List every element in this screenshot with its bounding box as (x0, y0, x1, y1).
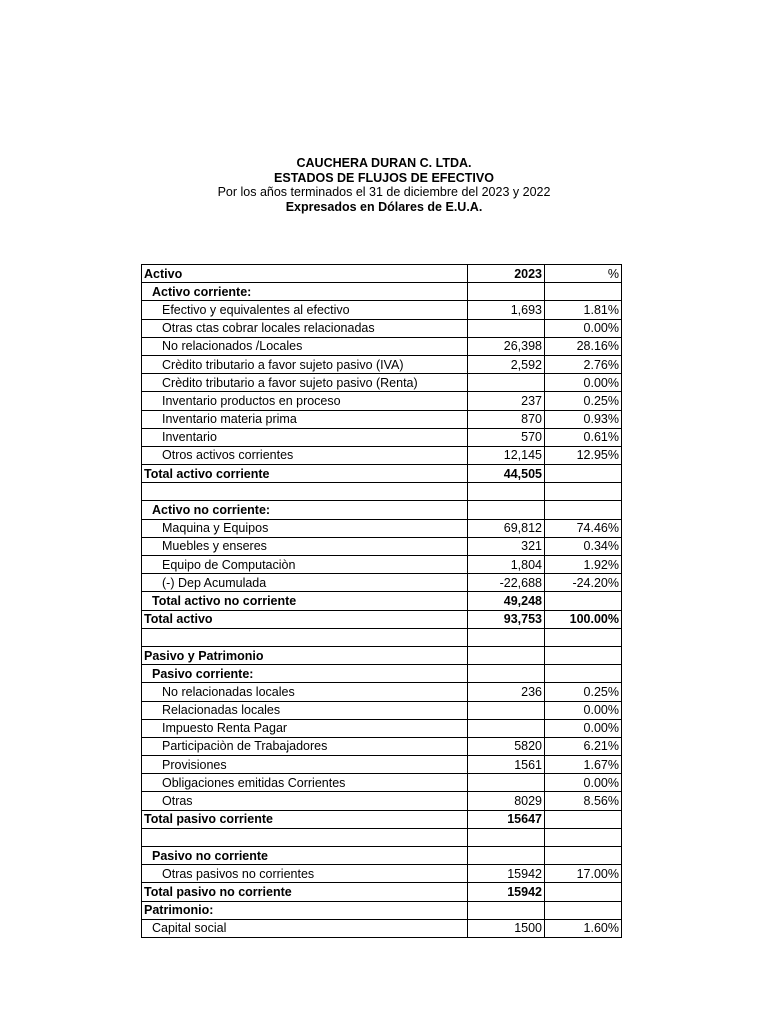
row-label: Inventario (142, 428, 468, 446)
row-percent (545, 628, 622, 646)
row-percent: 0.34% (545, 537, 622, 555)
row-percent: 8.56% (545, 792, 622, 810)
table-row (142, 865, 622, 883)
row-percent: 1.92% (545, 556, 622, 574)
row-label: Otras (142, 792, 468, 810)
row-value-2023 (468, 646, 545, 664)
row-label: Impuesto Renta Pagar (142, 719, 468, 737)
table-row (142, 901, 622, 919)
row-percent (545, 646, 622, 664)
row-percent (545, 465, 622, 483)
table-row (142, 919, 622, 937)
row-label: Capital social (142, 919, 468, 937)
row-label: Activo no corriente: (142, 501, 468, 519)
row-percent (545, 283, 622, 301)
table-row (142, 756, 622, 774)
row-label: Relacionadas locales (142, 701, 468, 719)
row-value-2023: 2023 (468, 265, 545, 283)
row-value-2023 (468, 628, 545, 646)
table-row (142, 355, 622, 373)
row-value-2023: 8029 (468, 792, 545, 810)
row-label: Crèdito tributario a favor sujeto pasivo (Renta) (142, 374, 468, 392)
table-row (142, 810, 622, 828)
table-row (142, 556, 622, 574)
row-label (142, 628, 468, 646)
row-percent: 0.25% (545, 683, 622, 701)
row-percent: 28.16% (545, 337, 622, 355)
row-label: Pasivo no corriente (142, 847, 468, 865)
table-row (142, 501, 622, 519)
table-row (142, 374, 622, 392)
row-percent: 100.00% (545, 610, 622, 628)
row-label: Obligaciones emitidas Corrientes (142, 774, 468, 792)
row-label: Activo (142, 265, 468, 283)
table-row (142, 628, 622, 646)
row-percent: 6.21% (545, 737, 622, 755)
row-value-2023: 1,804 (468, 556, 545, 574)
row-percent (545, 592, 622, 610)
row-value-2023: 321 (468, 537, 545, 555)
row-percent: 0.00% (545, 319, 622, 337)
row-label: Patrimonio: (142, 901, 468, 919)
row-value-2023 (468, 847, 545, 865)
row-label: (-) Dep Acumulada (142, 574, 468, 592)
table-row (142, 847, 622, 865)
row-value-2023 (468, 665, 545, 683)
row-percent (545, 883, 622, 901)
row-value-2023: 49,248 (468, 592, 545, 610)
financial-statement-table (141, 264, 622, 938)
row-percent: 0.61% (545, 428, 622, 446)
table-row (142, 737, 622, 755)
row-value-2023: 570 (468, 428, 545, 446)
row-label: Pasivo corriente: (142, 665, 468, 683)
row-label: Otros activos corrientes (142, 446, 468, 464)
table-row (142, 828, 622, 846)
row-label: Provisiones (142, 756, 468, 774)
row-value-2023 (468, 701, 545, 719)
company-name: CAUCHERA DURAN C. LTDA. (296, 156, 472, 170)
row-label: Total pasivo corriente (142, 810, 468, 828)
row-label: Otras ctas cobrar locales relacionadas (142, 319, 468, 337)
row-percent (545, 810, 622, 828)
row-label: Efectivo y equivalentes al efectivo (142, 301, 468, 319)
row-percent: 74.46% (545, 519, 622, 537)
row-percent (545, 847, 622, 865)
row-percent: 0.25% (545, 392, 622, 410)
row-percent: 0.00% (545, 701, 622, 719)
row-percent: 0.00% (545, 374, 622, 392)
row-value-2023: 2,592 (468, 355, 545, 373)
row-label: Participaciòn de Trabajadores (142, 737, 468, 755)
table-row (142, 792, 622, 810)
row-percent (545, 483, 622, 501)
row-label: Otras pasivos no corrientes (142, 865, 468, 883)
row-label (142, 828, 468, 846)
table-row (142, 719, 622, 737)
report-header (0, 156, 768, 214)
row-value-2023: 1,693 (468, 301, 545, 319)
row-label: Muebles y enseres (142, 537, 468, 555)
table-row (142, 592, 622, 610)
row-value-2023: 93,753 (468, 610, 545, 628)
table-row (142, 337, 622, 355)
row-value-2023: 1561 (468, 756, 545, 774)
row-value-2023: 12,145 (468, 446, 545, 464)
row-value-2023: 5820 (468, 737, 545, 755)
table-row (142, 446, 622, 464)
row-label: Equipo de Computaciòn (142, 556, 468, 574)
table-row (142, 646, 622, 664)
row-percent: -24.20% (545, 574, 622, 592)
row-percent: 0.00% (545, 719, 622, 737)
row-value-2023: 44,505 (468, 465, 545, 483)
row-label: Maquina y Equipos (142, 519, 468, 537)
table-row (142, 319, 622, 337)
table-row (142, 483, 622, 501)
period-subtitle: Por los años terminados el 31 de diciembre del 2023 y 2022 (217, 185, 551, 199)
row-value-2023: 870 (468, 410, 545, 428)
row-percent: 1.60% (545, 919, 622, 937)
table-row (142, 610, 622, 628)
table-row (142, 883, 622, 901)
row-label: No relacionados /Locales (142, 337, 468, 355)
row-value-2023: 69,812 (468, 519, 545, 537)
row-label: Total activo no corriente (142, 592, 468, 610)
table-row (142, 574, 622, 592)
table-row (142, 537, 622, 555)
row-label: Total pasivo no corriente (142, 883, 468, 901)
row-value-2023: 15647 (468, 810, 545, 828)
table-row (142, 701, 622, 719)
row-value-2023 (468, 901, 545, 919)
row-label: Activo corriente: (142, 283, 468, 301)
table-row (142, 410, 622, 428)
table-row (142, 465, 622, 483)
row-value-2023 (468, 374, 545, 392)
row-value-2023 (468, 719, 545, 737)
row-value-2023: 1500 (468, 919, 545, 937)
row-value-2023: 15942 (468, 865, 545, 883)
row-value-2023 (468, 483, 545, 501)
table-row (142, 428, 622, 446)
table-row (142, 392, 622, 410)
row-value-2023 (468, 319, 545, 337)
table-row (142, 665, 622, 683)
row-label: Crèdito tributario a favor sujeto pasivo (IVA) (142, 355, 468, 373)
row-percent (545, 828, 622, 846)
row-label: No relacionadas locales (142, 683, 468, 701)
row-label: Inventario productos en proceso (142, 392, 468, 410)
table-row (142, 683, 622, 701)
row-percent (545, 901, 622, 919)
row-percent: 1.67% (545, 756, 622, 774)
row-label (142, 483, 468, 501)
row-label: Total activo corriente (142, 465, 468, 483)
row-value-2023 (468, 283, 545, 301)
row-value-2023 (468, 828, 545, 846)
currency-subtitle: Expresados en Dólares de E.U.A. (285, 199, 483, 214)
row-percent (545, 665, 622, 683)
row-label: Pasivo y Patrimonio (142, 646, 468, 664)
table-row (142, 283, 622, 301)
row-value-2023 (468, 774, 545, 792)
row-value-2023: -22,688 (468, 574, 545, 592)
row-percent: 17.00% (545, 865, 622, 883)
row-percent: 1.81% (545, 301, 622, 319)
row-percent: % (545, 265, 622, 283)
table-row (142, 519, 622, 537)
row-value-2023: 15942 (468, 883, 545, 901)
row-percent: 12.95% (545, 446, 622, 464)
table-row (142, 265, 622, 283)
row-value-2023 (468, 501, 545, 519)
row-percent (545, 501, 622, 519)
row-value-2023: 26,398 (468, 337, 545, 355)
row-value-2023: 237 (468, 392, 545, 410)
row-label: Inventario materia prima (142, 410, 468, 428)
row-percent: 2.76% (545, 355, 622, 373)
statement-title: ESTADOS DE FLUJOS DE EFECTIVO (274, 170, 494, 185)
row-label: Total activo (142, 610, 468, 628)
row-percent: 0.00% (545, 774, 622, 792)
row-value-2023: 236 (468, 683, 545, 701)
table-row (142, 301, 622, 319)
row-percent: 0.93% (545, 410, 622, 428)
table-row (142, 774, 622, 792)
